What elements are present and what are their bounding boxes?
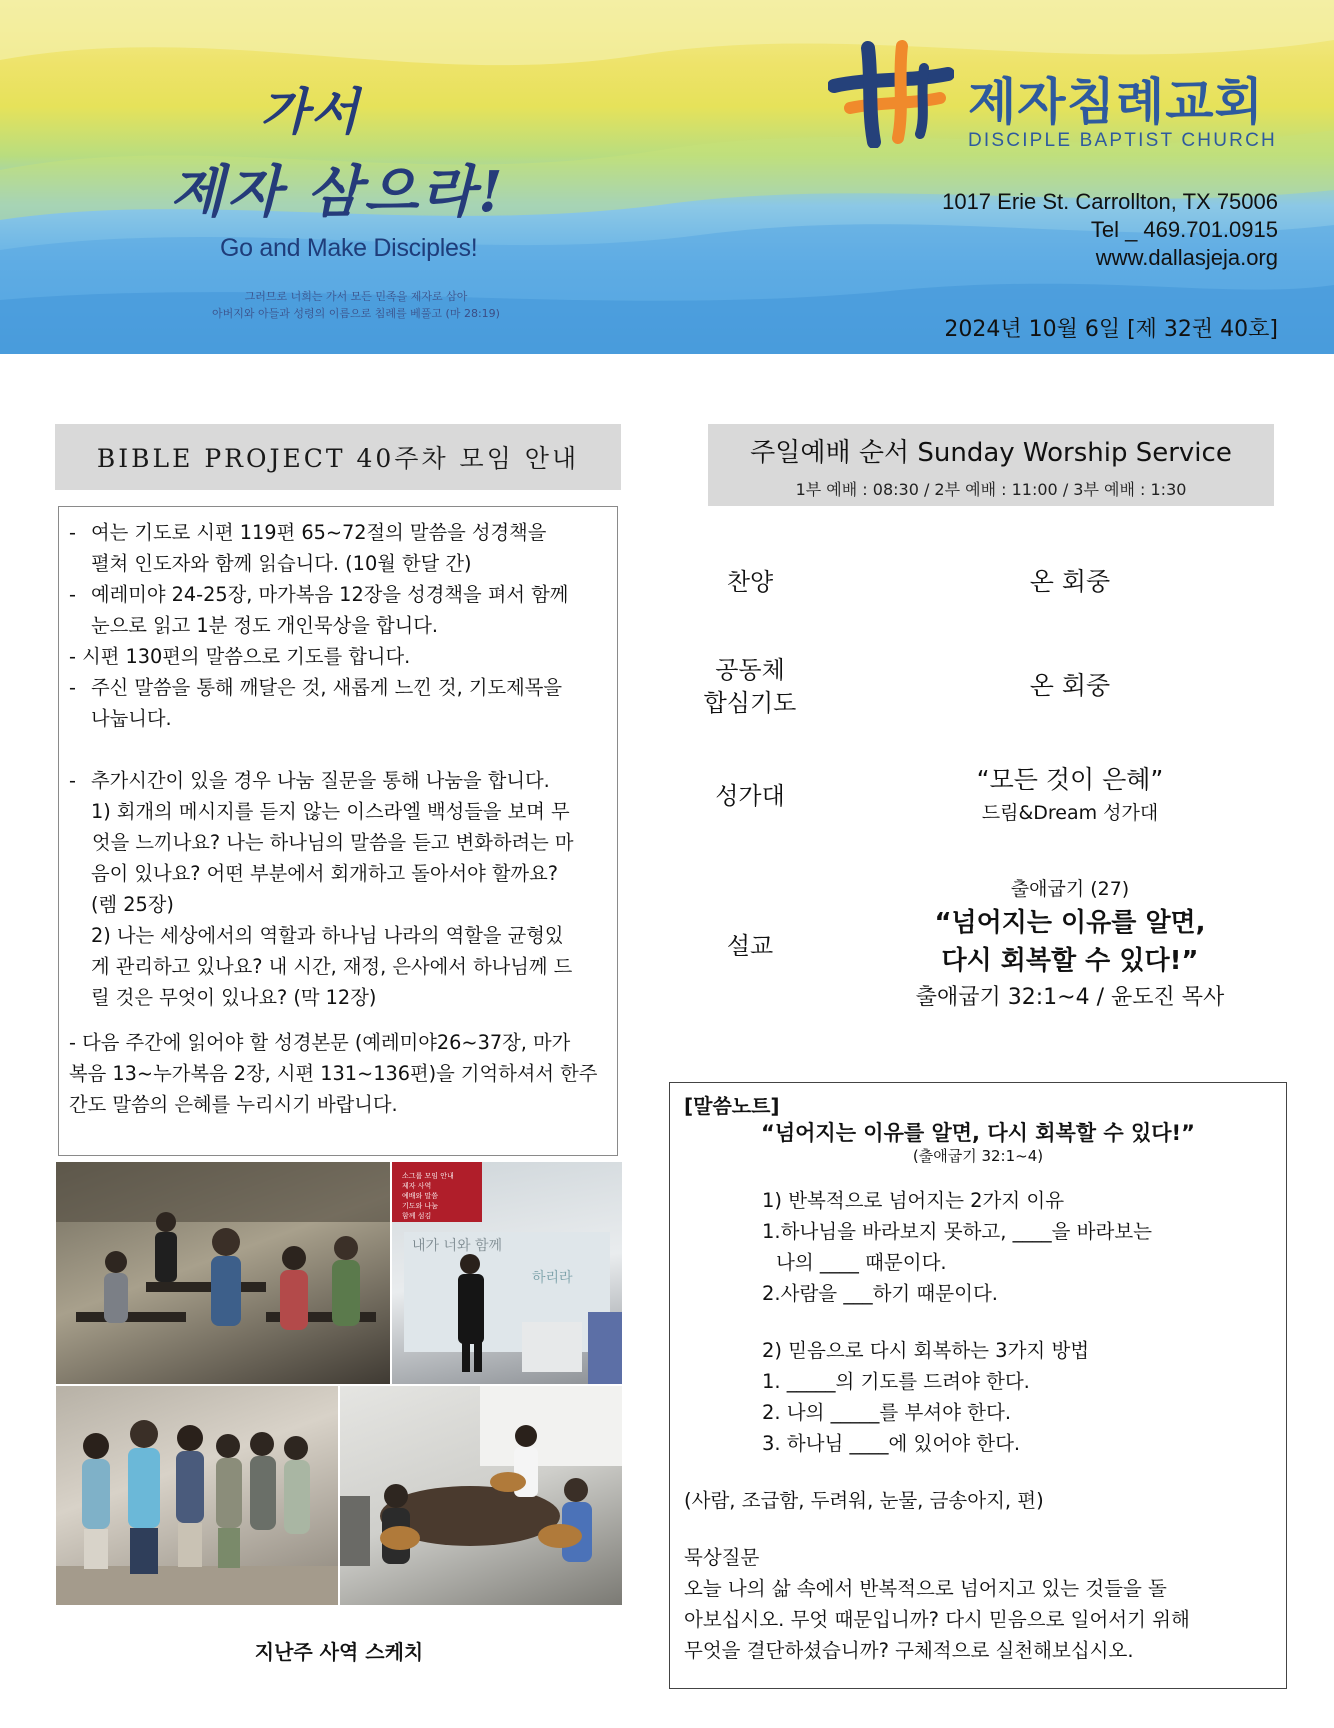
contact-info [942, 188, 1278, 272]
church-logo-icon [828, 38, 954, 148]
slogan-line-1: 가서 [260, 82, 361, 141]
screen-line: 함께 섬김 [402, 1212, 432, 1220]
banner-text: 하리라 [532, 1270, 573, 1286]
service-times: 1부 예배 : 08:30 / 2부 예배 : 11:00 / 3부 예배 : 1:30 [795, 480, 1187, 499]
verse-line-2: 아버지와 아들과 성령의 이름으로 침례를 베풀고 (마 28:19) [212, 307, 500, 320]
bp-line: 여는 기도로 시편 119편 65~72절의 말씀을 성경책을 [91, 521, 547, 544]
slogan-calligraphy [170, 72, 530, 228]
service-title: 주일예배 순서 Sunday Worship Service [750, 438, 1232, 468]
bp-item-1: - 여는 기도로 시편 119편 65~72절의 말씀을 성경책을 펼쳐 인도자와 함께 읽습니다. (10월 한달 간) [69, 517, 607, 579]
website-link[interactable]: www.dallasjeja.org [1095, 245, 1278, 270]
meditation-line: 아보십시오. 무엇 때문입니까? 다시 믿음으로 일어서기 위해 [684, 1608, 1190, 1631]
order-label-choir: 성가대 [715, 782, 785, 810]
bp-extra-intro: 추가시간이 있을 경우 나눔 질문을 통해 나눔을 합니다. [91, 769, 550, 792]
service-header [708, 424, 1274, 506]
verse-line-1: 그러므로 너희는 가서 모든 민족을 제자로 삼아 [244, 290, 468, 303]
order-label-prayer: 공동체 합심기도 [703, 656, 797, 717]
sermon-series: 출애굽기 (27) [1010, 878, 1130, 900]
sermon-title-line-1: “넘어지는 이유를 알면, [934, 908, 1206, 938]
screen-line: 예배와 말씀 [402, 1192, 439, 1200]
notes-reference: (출애굽기 32:1~4) [912, 1147, 1044, 1165]
bp-question-2: 2) 나는 세상에서의 역할과 하나님 나라의 역할을 균형있 게 관리하고 있나요? 내 시간, 재정, 은사에서 하나님께 드 릴 것은 무엇이 있나요? (막 12장) [91, 924, 573, 1009]
address: 1017 Erie St. Carrollton, TX 75006 [942, 189, 1278, 214]
bp-line: - 시편 130편의 말씀으로 기도를 합니다. [69, 645, 411, 668]
bp-line: 펼쳐 인도자와 함께 읽습니다. (10월 한달 간) [91, 552, 472, 575]
photo-group-portrait [56, 1386, 338, 1605]
order-value-sermon [880, 874, 1260, 1016]
sermon-notes-box [669, 1082, 1287, 1689]
choir-song: “모든 것이 은혜” [976, 765, 1164, 794]
bp-line: 눈으로 읽고 1분 정도 개인묵상을 합니다. [91, 614, 439, 637]
telephone: Tel _ 469.701.0915 [1090, 217, 1278, 242]
bp-question-1: 1) 회개의 메시지를 듣지 않는 이스라엘 백성들을 보며 무 엇을 느끼나요? 나는 하나님의 말씀을 듣고 변화하려는 마 음이 있나요? 어떤 부분에서 회개하고 돌아서야 할까요? (렘 25장) [91, 800, 574, 916]
photo-presentation [392, 1162, 622, 1384]
issue-date: 2024년 10월 6일 [제 32권 40호] [944, 317, 1278, 342]
screen-line: 소그룹 모임 안내 [402, 1172, 454, 1180]
church-name-english: DISCIPLE BAPTIST CHURCH [968, 130, 1277, 151]
order-value-choir [880, 762, 1260, 828]
bible-project-box [58, 506, 618, 1156]
church-name-korean: 제자침례교회 [968, 73, 1264, 131]
meditation-line: 무엇을 결단하셨습니까? 구체적으로 실천해보십시오. [684, 1639, 1134, 1662]
meditation-line: 오늘 나의 삶 속에서 반복적으로 넘어지고 있는 것들을 돌 [684, 1577, 1167, 1600]
notes-title: “넘어지는 이유를 알면, 다시 회복할 수 있다!” [761, 1121, 1195, 1145]
scripture-verse [196, 288, 516, 322]
order-label-sermon: 설교 [726, 932, 774, 960]
bp-next-week: - 다음 주간에 읽어야 할 성경본문 (예레미야26~37장, 마가 복음 13~누가복음 2장, 시편 131~136편)을 기억하셔서 한주 간도 말씀의 은혜를 누리시기 바랍니다. [69, 1031, 598, 1116]
bp-item-extra: - 추가시간이 있을 경우 나눔 질문을 통해 나눔을 합니다. [69, 765, 607, 796]
notes-hint: (사람, 조급함, 두려워, 눈물, 금송아지, 편) [684, 1489, 1044, 1512]
ministry-photo-collage [56, 1162, 622, 1605]
bible-project-title: BIBLE PROJECT 40주차 모임 안내 [55, 424, 621, 490]
bp-line: 주신 말씀을 통해 깨달은 것, 새롭게 느낀 것, 기도제목을 [91, 676, 563, 699]
header-banner [0, 0, 1334, 354]
slogan-line-2: 제자 삼으라! [170, 159, 506, 225]
order-value-praise: 온 회중 [1029, 567, 1111, 596]
order-value-prayer: 온 회중 [1029, 671, 1111, 700]
photo-fellowship-hall [56, 1162, 390, 1384]
order-label-praise: 찬양 [726, 568, 774, 596]
screen-line: 제자 사역 [402, 1182, 432, 1190]
photo-worship-team [340, 1386, 622, 1605]
choir-name: 드림&Dream 성가대 [981, 802, 1159, 824]
bp-line: 나눕니다. [91, 707, 172, 730]
bp-line: 예레미야 24-25장, 마가복음 12장을 성경책을 펴서 함께 [91, 583, 569, 606]
notes-tag: [말씀노트] [684, 1094, 780, 1118]
sermon-reference: 출애굽기 32:1~4 / 윤도진 목사 [915, 985, 1225, 1010]
bp-item-3 [69, 641, 607, 672]
bp-item-4: - 주신 말씀을 통해 깨달은 것, 새롭게 느낀 것, 기도제목을 나눕니다. [69, 672, 607, 734]
sermon-title-line-2: 다시 회복할 수 있다!” [941, 946, 1199, 976]
banner-text: 내가 너와 함께 [412, 1238, 503, 1254]
notes-section-1: 1) 반복적으로 넘어지는 2가지 이유 1.하나님을 바라보지 못하고, ____을 바라보는 나의 ____ 때문이다. 2.사람을 ___하기 때문이다. 2) 믿음으로 다시 회복하는 3가지 방법 1. _____의 기도를 드려야 한다. 2. 나의 _____를 부셔야 한다. 3. 하나님 ____에 있어야 한다. [762, 1189, 1152, 1455]
screen-line: 기도와 나눔 [402, 1202, 439, 1210]
slogan-english: Go and Make Disciples! [220, 234, 478, 262]
bp-item-2: - 예레미야 24-25장, 마가복음 12장을 성경책을 펴서 함께 눈으로 읽고 1분 정도 개인묵상을 합니다. [69, 579, 607, 641]
meditation-title: 묵상질문 [684, 1546, 760, 1569]
photo-caption: 지난주 사역 스케치 [254, 1640, 424, 1664]
